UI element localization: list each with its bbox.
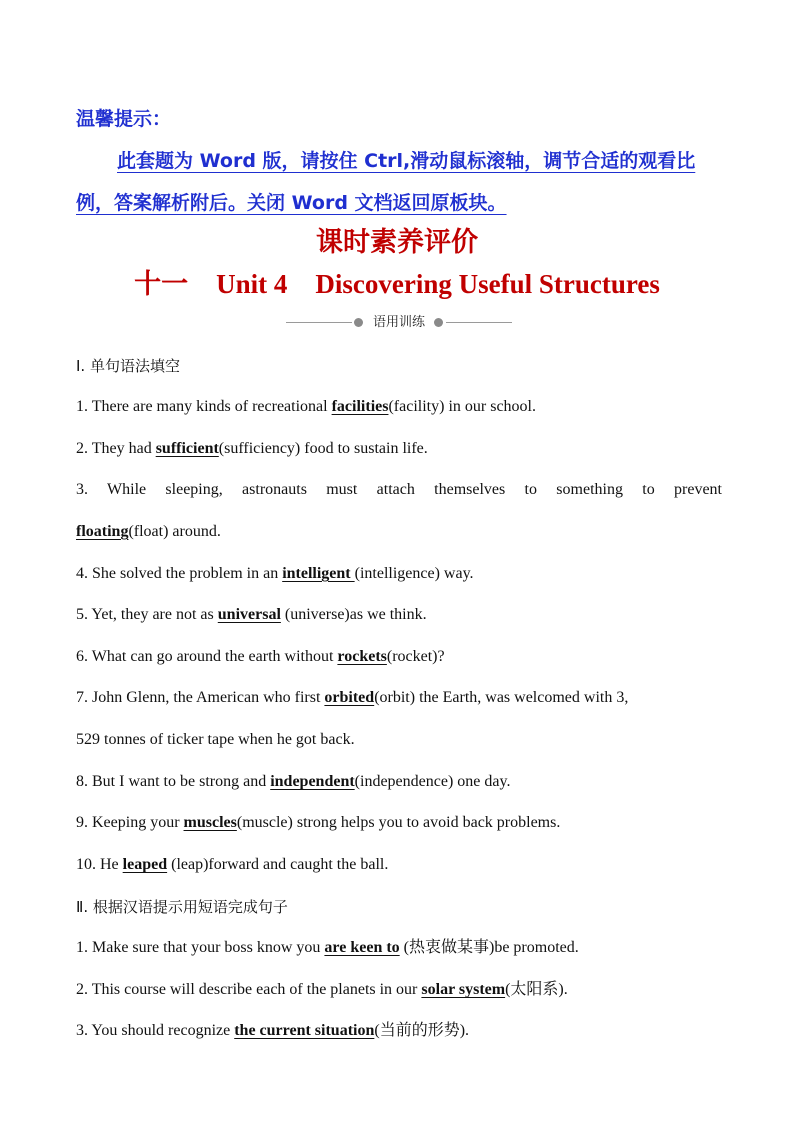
lesson-number: 十一 xyxy=(134,269,189,299)
answer: muscles xyxy=(183,814,237,831)
divider-dot-left xyxy=(354,318,363,327)
line-text: (sufficiency) food to sustain life. xyxy=(218,440,428,457)
exercise-line xyxy=(76,437,722,461)
exercise-line xyxy=(76,811,722,835)
exercise-line xyxy=(76,1019,722,1043)
answer: rockets xyxy=(337,648,387,665)
answer: facilities xyxy=(331,398,389,415)
line-text: 1. There are many kinds of recreational xyxy=(76,398,332,415)
line-text: 2. They had xyxy=(76,440,156,457)
line-text: (universe)as we think. xyxy=(280,606,427,623)
line-text: 7. John Glenn, the American who first xyxy=(76,689,325,706)
section-divider xyxy=(286,313,512,333)
tip-body-text: 此套题为 Word 版，请按住 Ctrl,滑动鼠标滚轴，调节合适的观看比例，答案解析附后。关闭 Word 文档返回原板块。 xyxy=(76,150,696,214)
line-text: 6. What can go around the earth without xyxy=(76,648,338,665)
line-text: 4. She solved the problem in an xyxy=(76,565,283,582)
line-text: 9. Keeping your xyxy=(76,814,184,831)
divider-label: 语用训练 xyxy=(372,315,425,330)
exercise-line xyxy=(76,562,722,586)
exercise-line xyxy=(76,645,722,669)
answer: independent xyxy=(270,773,355,790)
exercise-line xyxy=(76,686,722,710)
exercise-line xyxy=(76,478,722,502)
section-1-heading: Ⅰ. 单句语法填空 xyxy=(76,357,180,375)
answer: intelligent xyxy=(282,565,355,582)
divider-line-left xyxy=(286,322,352,323)
line-text: (当前的形势). xyxy=(374,1022,470,1039)
line-text: (muscle) strong helps you to avoid back problems. xyxy=(236,814,561,831)
line-text: (facility) in our school. xyxy=(388,398,536,415)
line-text: 3. You should recognize xyxy=(76,1022,235,1039)
exercise-line xyxy=(76,520,722,544)
line-text: 3. While sleeping, astronauts must attach themselves to something to prevent xyxy=(76,481,722,498)
line-text: 529 tonnes of ticker tape when he got back. xyxy=(76,731,355,748)
tip-body xyxy=(76,140,724,224)
line-text: 2. This course will describe each of the planets in our xyxy=(76,981,422,998)
line-text: 1. Make sure that your boss know you xyxy=(76,939,325,956)
divider-dot-right xyxy=(434,318,443,327)
line-text: (leap)forward and caught the ball. xyxy=(167,856,389,873)
exercise-line xyxy=(76,395,722,419)
line-text: 10. He xyxy=(76,856,123,873)
answer: orbited xyxy=(324,689,375,706)
answer: solar system xyxy=(421,981,506,998)
exercise-line xyxy=(76,853,722,877)
unit-topic: Discovering Useful Structures xyxy=(315,269,660,299)
divider-line-right xyxy=(446,322,512,323)
line-text: (intelligence) way. xyxy=(354,565,474,582)
answer: floating xyxy=(76,523,129,540)
unit-label: Unit 4 xyxy=(216,269,288,299)
line-text: (independence) one day. xyxy=(354,773,511,790)
tip-title: 温馨提示： xyxy=(76,108,172,130)
exercise-line xyxy=(76,936,722,960)
exercise-line xyxy=(76,603,722,627)
line-text: (rocket)? xyxy=(386,648,445,665)
answer: universal xyxy=(217,606,281,623)
line-text: (热衷做某事)be promoted. xyxy=(399,939,579,956)
line-text: (orbit) the Earth, was welcomed with 3, xyxy=(374,689,629,706)
answer: leaped xyxy=(122,856,168,873)
lesson-title: 课时素养评价 xyxy=(316,227,478,257)
line-text: 8. But I want to be strong and xyxy=(76,773,271,790)
answer: the current situation xyxy=(234,1022,375,1039)
line-text: (太阳系). xyxy=(505,981,568,998)
line-text: 5. Yet, they are not as xyxy=(76,606,218,623)
exercise-line xyxy=(76,770,722,794)
answer: are keen to xyxy=(324,939,400,956)
unit-title xyxy=(0,264,794,304)
line-text: (float) around. xyxy=(128,523,221,540)
exercise-line xyxy=(76,978,722,1002)
exercise-line xyxy=(76,728,722,752)
section-2-heading: Ⅱ. 根据汉语提示用短语完成句子 xyxy=(76,898,288,916)
answer: sufficient xyxy=(155,440,219,457)
